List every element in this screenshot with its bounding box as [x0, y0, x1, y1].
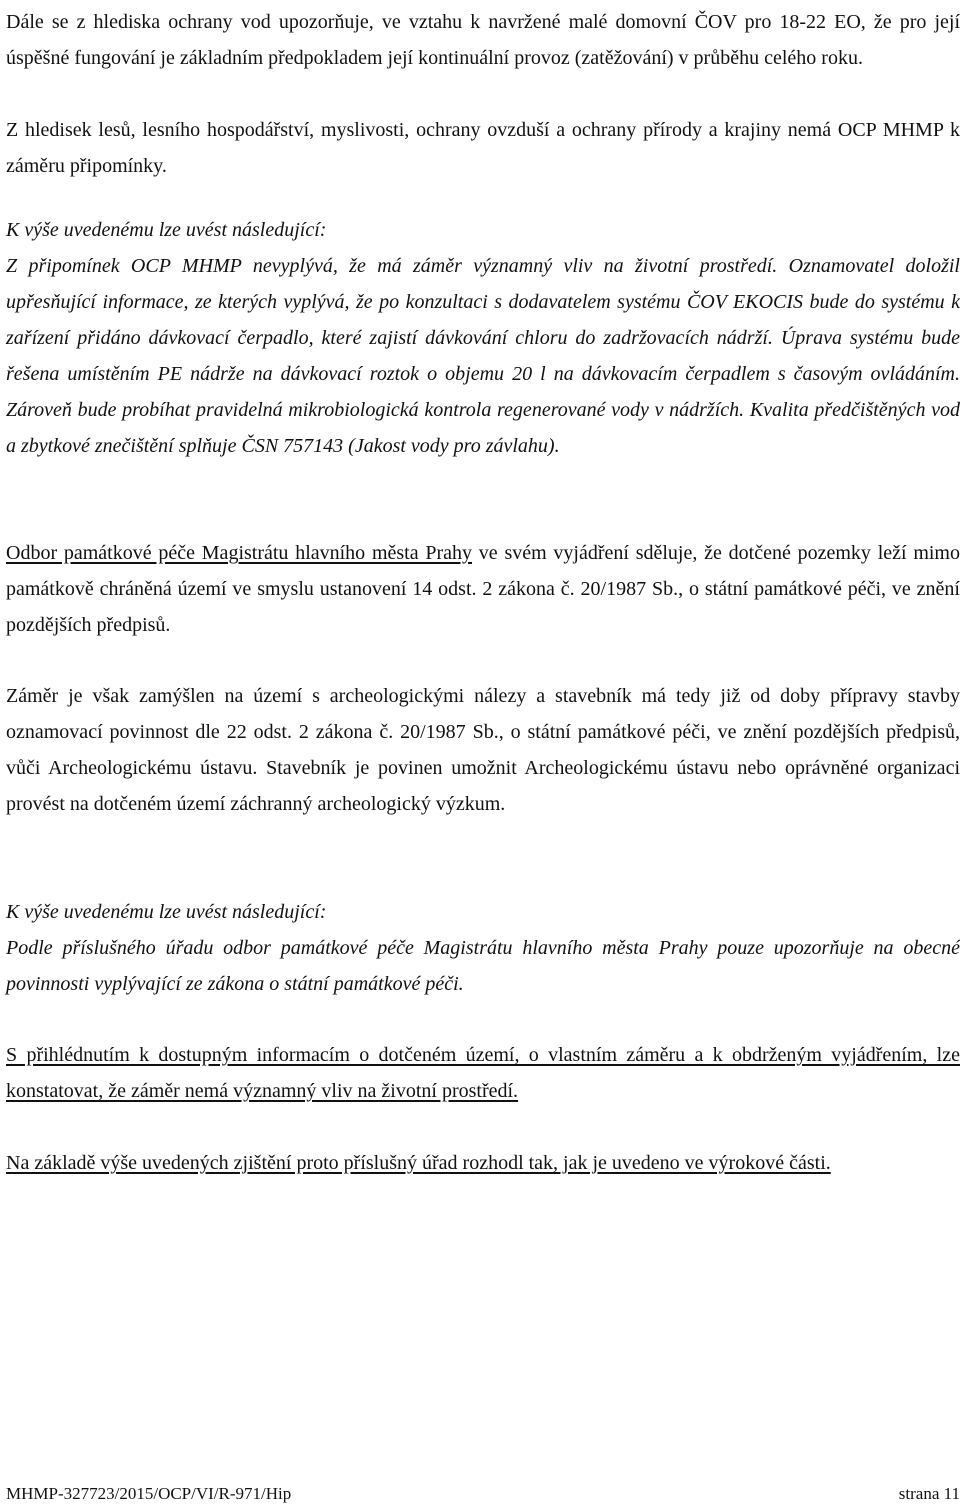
- paragraph-summary-body-2: Podle příslušného úřadu odbor památkové péče Magistrátu hlavního města Prahy pouze upozorňuje na obecné povinnosti vyplývající ze zákona o státní památkové péči.: [6, 937, 960, 995]
- paragraph-water-protection: Dále se z hlediska ochrany vod upozorňuje, ve vztahu k navržené malé domovní ČOV pro 18-22 EO, že pro její úspěšné fungování je základním předpokladem její kontinuální provoz (zatěžování) v průběhu celého roku.: [6, 11, 960, 69]
- paragraph-summary-intro-2: K výše uvedenému lze uvést následující:: [6, 901, 327, 923]
- paragraph-forests-no-comments: Z hledisek lesů, lesního hospodářství, myslivosti, ochrany ovzduší a ochrany přírody a krajiny nemá OCP MHMP k záměru připomínky.: [6, 119, 960, 177]
- page-number: strana 11: [898, 1484, 960, 1503]
- heritage-department-text: ve svém vyjádření sděluje, že dotčené pozemky leží mimo památkově chráněná území ve smyslu ustanovení 14 odst. 2 zákona č. 20/1987 Sb., o státní památkové péči, ve znění pozdějších předpisů.: [6, 542, 960, 636]
- paragraph-heritage-department: [6, 535, 960, 643]
- document-reference: MHMP-327723/2015/OCP/VI/R-971/Hip: [6, 1484, 292, 1503]
- paragraph-conclusion: S přihlédnutím k dostupným informacím o dotčeném území, o vlastním záměru a k obdrženým vyjádřením, lze konstatovat, že záměr nemá významný vliv na životní prostředí.: [6, 1044, 960, 1102]
- paragraph-summary-body-1: Z připomínek OCP MHMP nevyplývá, že má záměr významný vliv na životní prostředí. Oznamovatel doložil upřesňující informace, ze kterých vyplývá, že po konzultaci s dodavatelem systému ČOV EKOCIS bude do systému k zařízení přidáno dávkovací čerpadlo, které zajistí dávkování chloru do zadržovacích nádrží. Úprava systému bude řešena umístěním PE nádrže na dávkovací roztok o objemu 20 l na dávkovacím čerpadlem s časovým ovládáním. Zároveň bude probíhat pravidelná mikrobiologická kontrola regenerované vody v nádržích. Kvalita předčištěných vod a zbytkové znečištění splňuje ČSN 757143 (Jakost vody pro závlahu).: [6, 255, 960, 457]
- paragraph-decision: Na základě výše uvedených zjištění proto příslušný úřad rozhodl tak, jak je uvedeno ve výrokové části.: [6, 1152, 831, 1174]
- paragraph-archaeology: Záměr je však zamýšlen na území s archeologickými nálezy a stavebník má tedy již od doby přípravy stavby oznamovací povinnost dle 22 odst. 2 zákona č. 20/1987 Sb., o státní památkové péči, ve znění pozdějších předpisů, vůči Archeologickému ústavu. Stavebník je povinen umožnit Archeologickému ústavu nebo oprávněné organizaci provést na dotčeném území záchranný archeologický výzkum.: [6, 685, 960, 815]
- heritage-department-name: Odbor památkové péče Magistrátu hlavního města Prahy: [6, 542, 473, 564]
- paragraph-summary-intro-1: K výše uvedenému lze uvést následující:: [6, 219, 327, 241]
